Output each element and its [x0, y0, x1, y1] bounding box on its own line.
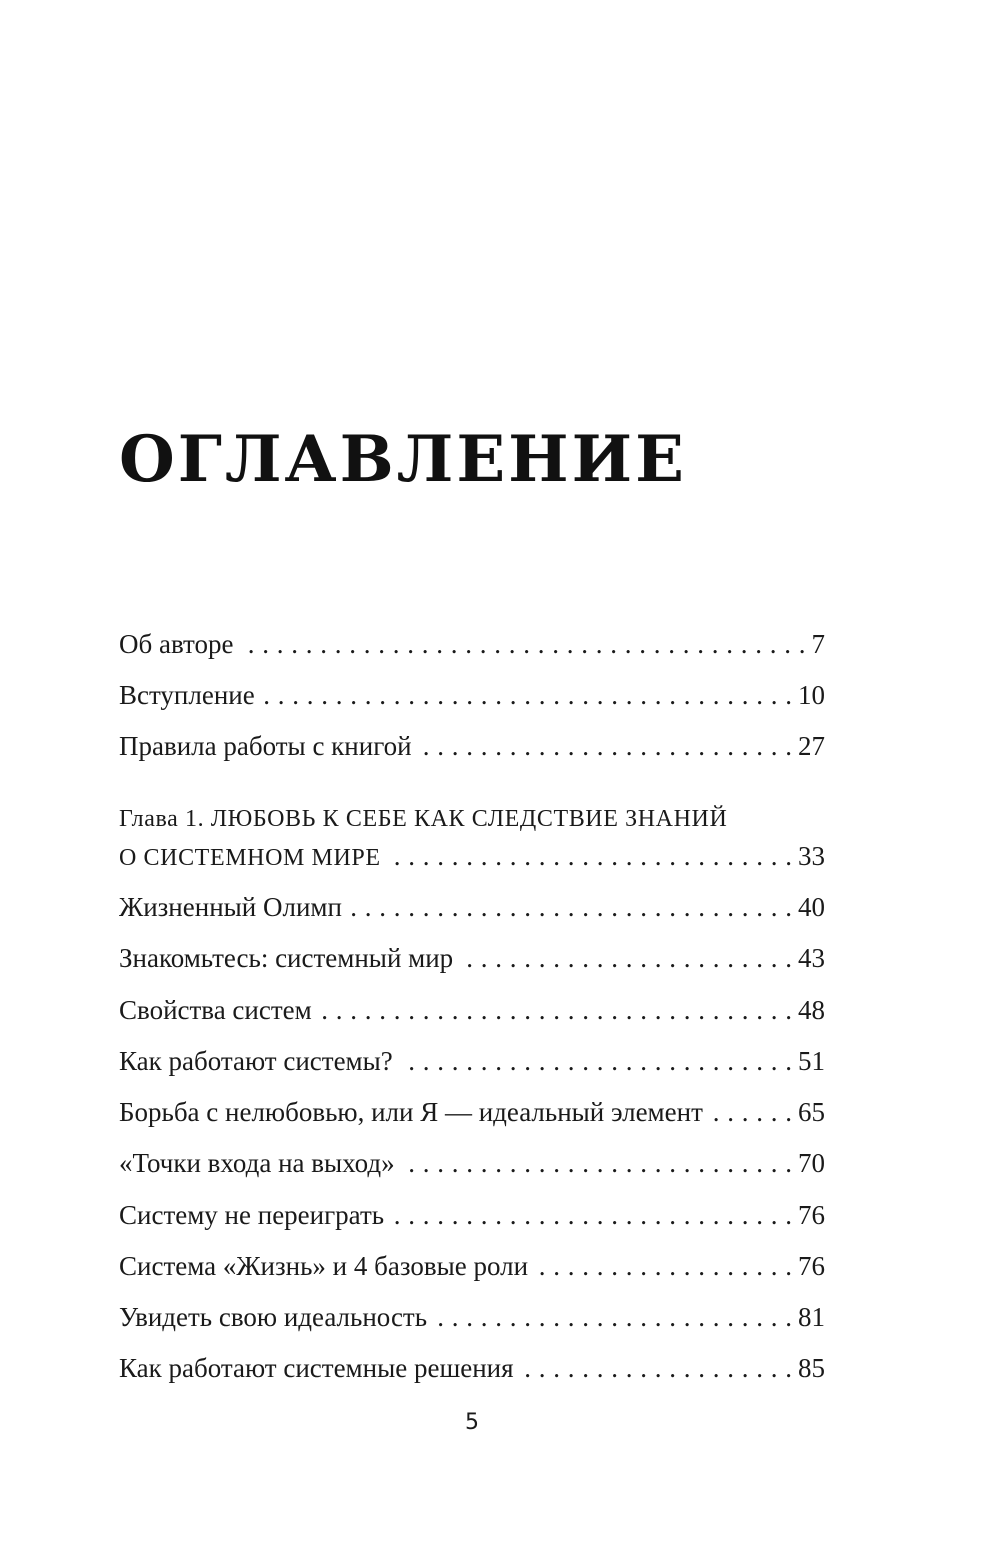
- toc-entry: [119, 1145, 825, 1181]
- dot-leader: [348, 889, 792, 925]
- toc-entry-page: 27: [798, 731, 825, 761]
- toc-entry-label: Система «Жизнь» и 4 базовые роли: [119, 1251, 529, 1281]
- dot-leader: [459, 940, 792, 976]
- toc-entry: [119, 1350, 825, 1386]
- toc-entry-page: 85: [798, 1353, 825, 1383]
- toc-entry: [119, 889, 825, 925]
- toc-entry-page: 76: [798, 1251, 825, 1281]
- toc-entry-page: 51: [798, 1046, 825, 1076]
- toc-entry-label: Как работают системные решения: [119, 1353, 514, 1383]
- toc-entry: [119, 1043, 825, 1079]
- toc-entry-label: «Точки входа на выход»: [119, 1148, 395, 1178]
- toc-entry-rules: [119, 728, 825, 764]
- toc-entry: [119, 1094, 825, 1130]
- dot-leader: [399, 1043, 792, 1079]
- toc-entry: [119, 992, 825, 1028]
- toc-entry-page: 43: [798, 943, 825, 973]
- page-title: ОГЛАВЛЕНИЕ: [119, 422, 687, 497]
- toc-entry-page: 76: [798, 1200, 825, 1230]
- dot-leader: [534, 1248, 792, 1284]
- dot-leader: [318, 992, 792, 1028]
- toc-entry-page: 33: [798, 841, 825, 871]
- toc-entry-label: Вступление: [119, 680, 255, 710]
- toc-entry-label: Знакомьтесь: системный мир: [119, 943, 454, 973]
- toc-entry-about-author: [119, 626, 825, 662]
- dot-leader: [418, 728, 792, 764]
- toc-entry-label: Жизненный Олимп: [119, 892, 342, 922]
- toc-entry-label: Об авторе: [119, 629, 234, 659]
- toc-entry-label: Борьба с нелюбовью, или Я — идеальный элемент: [119, 1097, 703, 1127]
- chapter-heading-line-1: Глава 1. ЛЮБОВЬ К СЕБЕ КАК СЛЕДСТВИЕ ЗНАНИЙ: [119, 806, 728, 832]
- toc-entry-label: Свойства систем: [119, 995, 312, 1025]
- toc-entry-label: Систему не переиграть: [119, 1200, 385, 1230]
- dot-leader: [390, 1197, 792, 1233]
- toc-entry: [119, 940, 825, 976]
- toc-entry: [119, 1248, 825, 1284]
- toc-entry-page: 81: [798, 1302, 825, 1332]
- toc-entry-page: 65: [798, 1097, 825, 1127]
- dot-leader: [520, 1350, 792, 1386]
- toc-entry-label: Правила работы с книгой: [119, 731, 412, 761]
- page-number: 5: [465, 1410, 479, 1435]
- dot-leader: [401, 1145, 792, 1181]
- dot-leader: [261, 677, 792, 713]
- toc-entry-page: 10: [798, 680, 825, 710]
- toc-entry-page: 7: [811, 629, 825, 659]
- toc-entry: [119, 1197, 825, 1233]
- dot-leader: [433, 1299, 792, 1335]
- toc-entry: [119, 1299, 825, 1335]
- toc-entry-chapter-1: [119, 838, 825, 874]
- toc-entry-page: 40: [798, 892, 825, 922]
- toc-entry-label: Увидеть свою идеальность: [119, 1302, 428, 1332]
- toc-entry-page: 48: [798, 995, 825, 1025]
- dot-leader: [239, 626, 805, 662]
- dot-leader: [709, 1094, 792, 1130]
- toc-entry-page: 70: [798, 1148, 825, 1178]
- toc-entry-label: Как работают системы?: [119, 1046, 393, 1076]
- toc-entry-introduction: [119, 677, 825, 713]
- chapter-heading-line-2: О СИСТЕМНОМ МИРЕ: [119, 845, 381, 871]
- dot-leader: [387, 838, 792, 874]
